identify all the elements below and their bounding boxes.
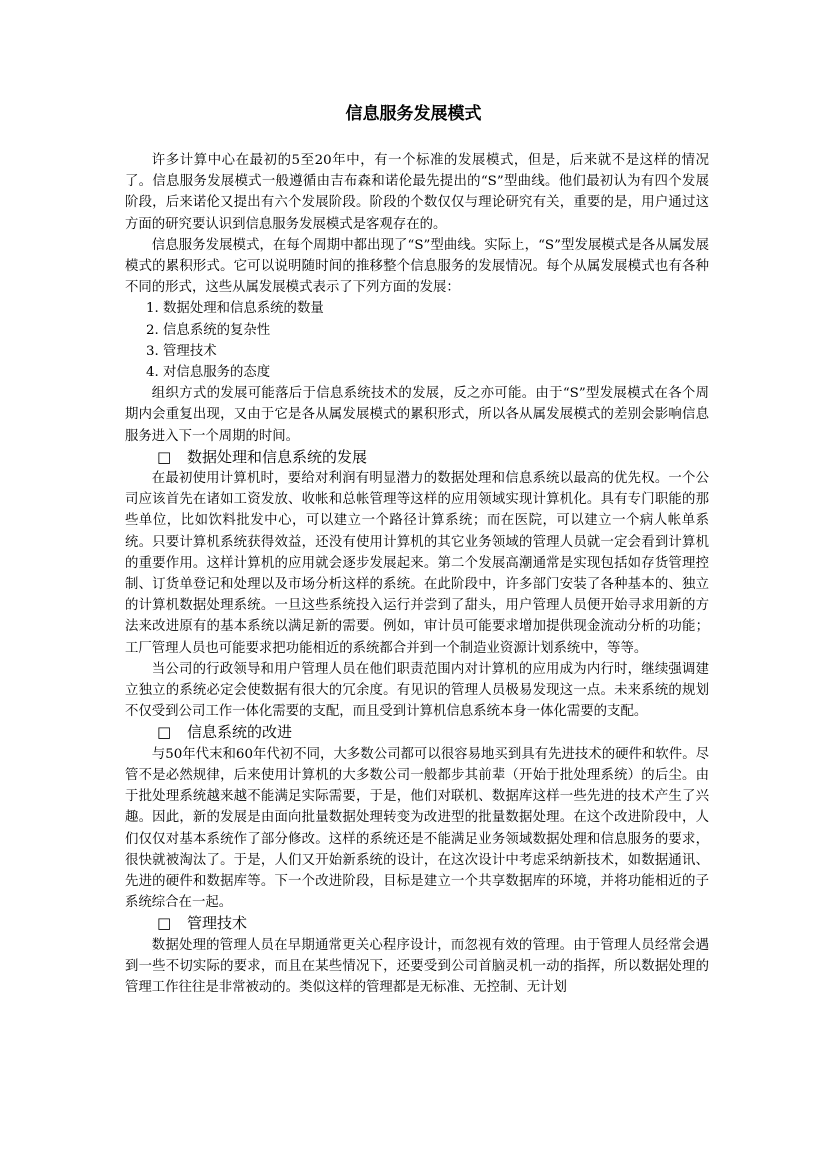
section-heading-text: 信息系统的改进 — [187, 723, 293, 742]
paragraph: 信息服务发展模式，在每个周期中都出现了“S”型曲线。实际上，“S”型发展模式是各从属发展模式的累积形式。它可以说明随时间的推移整个信息服务的发展情况。每个从属发展模式也有各种不同的形式，这些从属发展模式表示了下列方面的发展： — [125, 237, 709, 296]
document-body — [125, 150, 709, 998]
paragraph: 当公司的行政领导和用户管理人员在他们职责范围内对计算机的应用成为内行时，继续强调建立独立的系统必定会使数据有很大的冗余度。有见识的管理人员极易发现这一点。未来系统的规划不仅受到公司工作一体化需要的支配，而且受到计算机信息系统本身一体化需要的支配。 — [125, 661, 709, 720]
paragraph: 在最初使用计算机时，要给对利润有明显潜力的数据处理和信息系统以最高的优先权。一个公司应该首先在诸如工资发放、收帐和总帐管理等这样的应用领域实现计算机化。具有专门职能的那些单位，比如饮料批发中心，可以建立一个路径计算系统；而在医院，可以建立一个病人帐单系统。只要计算机系统获得效益，还没有使用计算机的其它业务领域的管理人员就一定会看到计算机的重要作用。这样计算机的应用就会逐步发展起来。第二个发展高潮通常是实现包括如存货管理控制、订货单登记和处理以及市场分析这样的系统。在此阶段中，许多部门安装了各种基本的、独立的计算机数据处理系统。一旦这些系统投入运行并尝到了甜头，用户管理人员便开始寻求用新的方法来改进原有的基本系统以满足新的需要。例如，审计员可能要求增加提供现金流动分析的功能；工厂管理人员也可能要求把功能相近的系统都合并到一个制造业资源计划系统中，等等。 — [125, 471, 709, 656]
list-item: 3. 管理技术 — [146, 343, 217, 359]
list-item: 4. 对信息服务的态度 — [146, 365, 271, 381]
section-heading — [125, 913, 709, 934]
checkbox-square-icon: □ — [157, 723, 172, 742]
list-item: 1. 数据处理和信息系统的数量 — [146, 301, 324, 317]
paragraph: 数据处理的管理人员在早期通常更关心程序设计，而忽视有效的管理。由于管理人员经常会遇到一些不切实际的要求，而且在某些情况下，还要受到公司首脑灵机一动的指挥，所以数据处理的管理工作往往是非常被动的。类似这样的管理都是无标准、无控制、无计划 — [125, 937, 709, 995]
paragraph: 与50年代末和60年代初不同，大多数公司都可以很容易地买到具有先进技术的硬件和软件。尽管不是必然规律，后来使用计算机的大多数公司一般都步其前辈（开始于批处理系统）的后尘。由于批处理系统越来越不能满足实际需要，于是，他们对联机、数据库这样一些先进的技术产生了兴趣。因此，新的发展是由面向批量数据处理转变为改进型的批量数据处理。在这个改进阶段中，人们仅仅对基本系统作了部分修改。这样的系统还是不能满足业务领域数据处理和信息服务的要求，很快就被淘汰了。于是，人们又开始新系统的设计，在这次设计中考虑采纳新技术，如数据通讯、先进的硬件和数据库等。下一个改进阶段，目标是建立一个共享数据库的环境，并将功能相近的子系统综合在一起。 — [125, 746, 709, 911]
paragraph: 组织方式的发展可能落后于信息系统技术的发展，反之亦可能。由于“S”型发展模式在各个周期内会重复出现，又由于它是各从属发展模式的累积形式，所以各从属发展模式的差别会影响信息服务进入下一个周期的时间。 — [125, 386, 709, 444]
section-heading — [125, 722, 709, 743]
section-heading-text: 管理技术 — [187, 914, 248, 933]
section-heading-text: 数据处理和信息系统的发展 — [187, 447, 368, 466]
document-title: 信息服务发展模式 — [345, 104, 482, 124]
checkbox-square-icon: □ — [157, 914, 172, 933]
paragraph: 许多计算中心在最初的5至20年中，有一个标准的发展模式，但是，后来就不是这样的情况了。信息服务发展模式一般遵循由吉布森和诺伦最先提出的“S”型曲线。他们最初认为有四个发展阶段，后来诺伦又提出有六个发展阶段。阶段的个数仅仅与理论研究有关，重要的是，用户通过这方面的研究要认识到信息服务发展模式是客观存在的。 — [125, 153, 709, 232]
list-item: 2. 信息系统的复杂性 — [146, 322, 271, 338]
checkbox-square-icon: □ — [157, 447, 172, 466]
section-heading — [125, 447, 709, 468]
